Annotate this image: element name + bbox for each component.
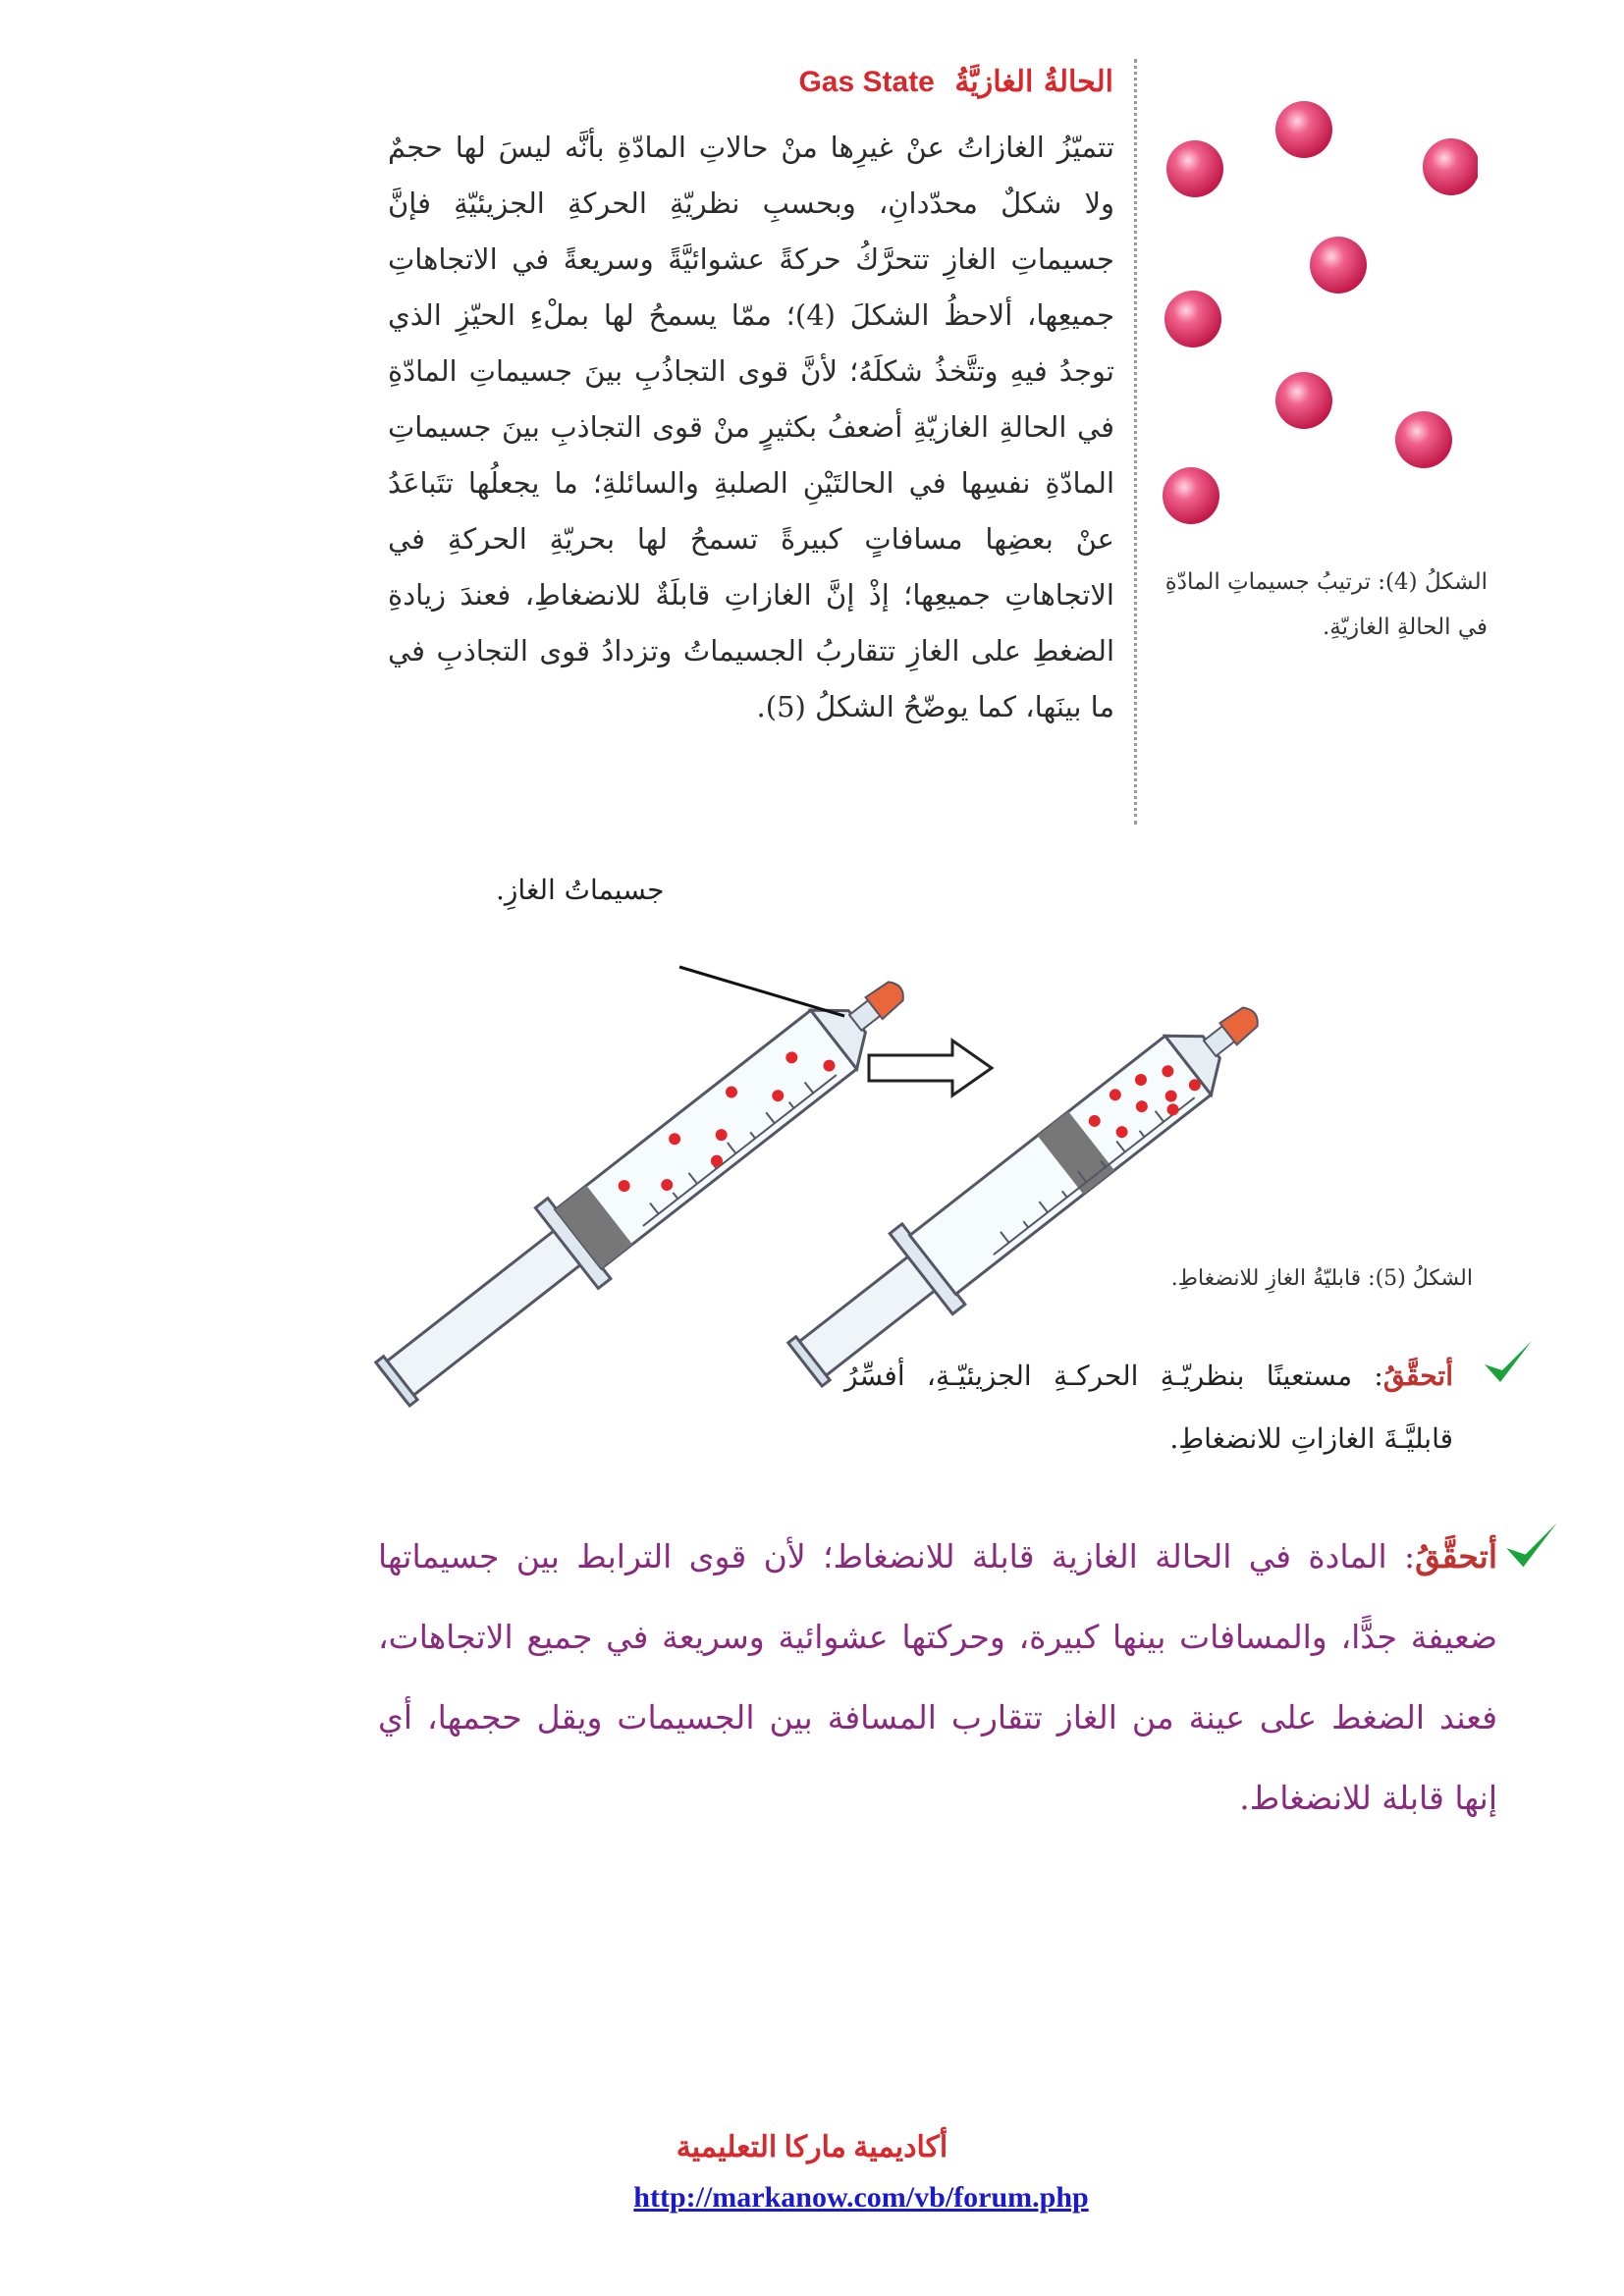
answer-paragraph [378, 1517, 1497, 1839]
particle [1310, 237, 1367, 294]
check-question-word: أتحقَّقُ [1382, 1360, 1453, 1392]
section-title [798, 65, 1113, 99]
label-pointer [679, 967, 844, 1016]
answer-text: : المادة في الحالة الغازية قابلة للانضغاط؛ لأن قوى الترابط بين جسيماتها ضعيفة جدًّا، والمسافات بينها كبيرة، وحركتها عشوائية وسريعة في جميع الاتجاهات، فعند الضغط على عينة من الغاز تتقارب المسافة بين الجسيمات ويقل حجمها، أي إنها قابلة للانضغاط. [378, 1537, 1497, 1817]
section-title-en: Gas State [798, 66, 935, 98]
check-question-text: : مستعينًا بنظريّـةِ الحركـةِ الجزيئيّـةِ، أفسِّرُ قابليَّـةَ الغازاتِ للانضغاطِ. [844, 1360, 1453, 1455]
answer-check-mark-icon [1502, 1517, 1561, 1575]
particle [1423, 138, 1478, 195]
particle [1163, 467, 1219, 524]
body-paragraph: تتميّزُ الغازاتُ عنْ غيرِها منْ حالاتِ المادّةِ بأنَّه ليسَ لها حجمٌ ولا شكلٌ محدّدانِ، وبحسبِ نظريّةِ الحركةِ الجزيئيّةِ فإنَّ جسيماتِ الغازِ تتحرَّكُ حركةً عشوائيَّةً وسريعةً في الاتجاهاتِ جميعِها، ألاحظُ الشكلَ (4)؛ ممّا يسمحُ لها بملْءِ الحيّزِ الذي توجدُ فيهِ وتتَّخذُ شكلَهُ؛ لأنَّ قوى التجاذُبِ بينَ جسيماتِ المادّةِ في الحالةِ الغازيّةِ أضعفُ بكثيرٍ منْ قوى التجاذبِ بينَ جسيماتِ المادّةِ نفسِها في الحالتَيْنِ الصلبةِ والسائلةِ؛ ما يجعلُها تتَباعَدُ عنْ بعضِها مسافاتٍ كبيرةً تسمحُ لها بحريّةِ الحركةِ في الاتجاهاتِ جميعِها؛ إذْ إنَّ الغازاتِ قابلَةٌ للانضغاطِ، فعندَ زيادةِ الضغطِ على الغازِ تتقاربُ الجسيماتُ وتزدادُ قوى التجاذبِ في ما بينَها، كما يوضّحُ الشكلُ (5). [388, 131, 1115, 723]
particle [1275, 101, 1332, 158]
particle [1395, 411, 1452, 468]
check-question [844, 1345, 1453, 1470]
column-divider [1134, 59, 1137, 825]
gas-particles-label: جسيماتُ الغازِ. [496, 874, 665, 906]
figure-5-caption: الشكلُ (5): قابليّةُ الغازِ للانضغاطِ. [1170, 1266, 1473, 1291]
particle [1275, 372, 1332, 429]
check-mark-icon [1481, 1335, 1536, 1390]
figure-5-syringes [363, 864, 1463, 1414]
footer-forum-link[interactable]: http://markanow.com/vb/forum.php [633, 2181, 1089, 2214]
particle [1166, 140, 1223, 197]
figure-4-gas-particles [1144, 79, 1478, 540]
answer-word: أتحقَّقُ [1415, 1537, 1497, 1575]
section-title-ar: الحالةُ الغازيَّةُ [954, 65, 1113, 99]
figure-4-caption: الشكلُ (4): ترتيبُ جسيماتِ المادّةِ في الحالةِ الغازيّةِ. [1164, 569, 1488, 640]
compression-arrow [869, 1041, 992, 1095]
footer-academy-name: أكاديمية ماركا التعليمية [676, 2131, 948, 2163]
particle [1164, 291, 1221, 347]
